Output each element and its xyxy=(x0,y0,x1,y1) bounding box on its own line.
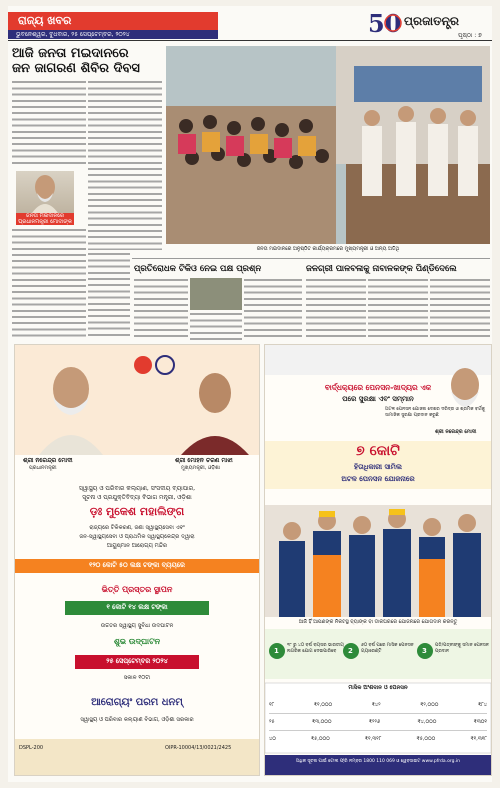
ad-code-right: OIPR-10004/13/0021/2425 xyxy=(165,745,232,751)
modi-portrait xyxy=(16,171,74,213)
event-time: ସକାଳ ୧୦ଟା xyxy=(123,675,151,681)
story-divider xyxy=(132,258,490,259)
event-line2: ଜନ-ସ୍ୱାସ୍ଥ୍ୟସେବା ଓ ପ୍ରାଥମିକ ସ୍ୱାସ୍ଥ୍ୟକେନ୍ଦ୍ର ଦ୍ୱାରା xyxy=(79,534,195,540)
health-slogan: ଆରୋଗ୍ୟଂ ପରମ ଧନମ୍ xyxy=(91,697,183,708)
masthead xyxy=(8,6,492,40)
amount2: ୧ କୋଟି ୧୪ ଲକ୍ଷ ଟଙ୍କା xyxy=(106,603,168,611)
masthead-rule xyxy=(8,40,492,41)
pension-sub-2: ଅଟଳ ପେନସନ ଯୋଜନାରେ xyxy=(341,475,415,483)
story1-col3 xyxy=(12,228,86,338)
story2-col2 xyxy=(190,312,242,340)
pension-table xyxy=(269,697,487,747)
highlight2: ଶୁଭ ଉଦ୍‌ଘାଟନ xyxy=(113,637,161,646)
pension-quote-author: ଶ୍ରୀ ନରେନ୍ଦ୍ର ମୋଦୀ xyxy=(435,429,477,435)
pension-quote: ଅଟଳ ପେନସନ ଯୋଜନା ଦେଶର ଦରିଦ୍ର ଓ ଶ୍ରମିକ ବର୍ଗକୁ ସାମାଜିକ ସୁରକ୍ଷା ପ୍ରଦାନ କରୁଛି xyxy=(385,407,485,418)
story1-col1 xyxy=(12,80,86,166)
benefit-1-number: 1 xyxy=(274,647,279,655)
table-row: ୪୦ ₹୫,୦୦୦ ₹୧,୩୧୮ ₹୫,୦୦୦ ₹୧,୩୧୮ xyxy=(269,736,487,742)
anniversary-logo xyxy=(366,8,402,38)
table-row: ୧୮ ₹୧,୦୦୦ ₹୪୨ ₹୨,୦୦୦ ₹୮୪ xyxy=(269,697,487,714)
event-line1: ରାଜ୍ୟରେ ଟିକିକରଣ, ଜଣା ସ୍ୱାସ୍ଥ୍ୟସେବା ଏବଂ xyxy=(89,525,185,531)
pension-table-heading: ମାସିକ ଅଂଶଦାନ ଓ ପେନସନ xyxy=(348,685,408,691)
amount2-sub: ଉଚ୍ଚତର ସ୍ୱାସ୍ଥ୍ୟ ସୁବିଧା ଉଦଘାଟନ xyxy=(100,623,174,629)
pension-ad-footer: ଅଧିକ ସୂଚନା ପାଇଁ ଟୋଲ ଫ୍ରି ନମ୍ବର 1800 110 069 ଓ ୱେବସାଇଟ www.pfrda.org.in xyxy=(295,759,461,764)
event-photo xyxy=(166,46,490,244)
benefit-2-text: ୬୦ ବର୍ଷ ପରେ ମାସିକ ପେନସନ ଗ୍ୟାରେଣ୍ଟି xyxy=(361,643,414,654)
story1-col2 xyxy=(88,80,162,250)
ad-code-left: DSPL-200 xyxy=(19,745,44,751)
person2-name: ଶ୍ରୀ ମୋହନ ଚରଣ ମାଝୀ xyxy=(175,457,233,464)
story3-col2 xyxy=(368,278,428,340)
benefit-1-text: ୧୮ ରୁ ୪୦ ବର୍ଷ ବୟସର ଭାରତୀୟ ନାଗରିକ ଯୋଗ ଦେଇପାରିବେ xyxy=(287,643,344,654)
benefit-3-text: ପତି/ପତ୍ନୀଙ୍କୁ ସମାନ ପେନସନ ପ୍ରଦାନ xyxy=(435,643,489,654)
dept-line2: ସୂଚନା ଓ ପ୍ରଯୁକ୍ତିବିଦ୍ୟା ବିଭାଗ ମନ୍ତ୍ରୀ, ଓଡ଼ିଶା xyxy=(82,494,192,501)
story1-headline-line1: ଆଜି ଜନତା ମଇଦାନରେ xyxy=(12,46,129,61)
newspaper-brand: ପ୍ରଜାତନ୍ତ୍ର xyxy=(404,14,460,28)
story2-headline: ପ୍ରତିରୋଧକ ଟିକିଓ ନେଇ ପକ୍ଷ ପ୍ରଶ୍ନ xyxy=(134,264,262,274)
story2-photo xyxy=(190,278,242,310)
anniversary-number: 50 xyxy=(368,9,402,38)
portrait-caption: ଜନତା ମଇଦାନରେ ପ୍ରଧାନମନ୍ତ୍ରୀ ମୋଦୀଙ୍କ xyxy=(16,213,74,225)
story3-col1 xyxy=(306,278,366,340)
pension-big-number: ୭ କୋଟି xyxy=(356,443,400,459)
highlight1: ଭିତ୍ତି ପ୍ରସ୍ତର ସ୍ଥାପନ xyxy=(101,585,173,594)
pension-sub-1: ହିତାଧିକାରୀ ସାମିଲ xyxy=(354,463,402,471)
story1-headline-line2: ଜନ ଜାଗରଣ ଶିବିର ଦିବସ xyxy=(12,61,140,76)
page-number: ପୃଷ୍ଠା : ୭ xyxy=(458,32,482,39)
person2-title: ମୁଖ୍ୟମନ୍ତ୍ରୀ, ଓଡ଼ିଶା xyxy=(181,465,220,471)
dept-line1: ସ୍ୱାସ୍ଥ୍ୟ ଓ ପରିବାର କଲ୍ୟାଣ, ସଂସଦୀୟ ବ୍ୟାପାର, xyxy=(78,485,196,492)
benefit-2-number: 2 xyxy=(348,647,353,655)
health-department-ad xyxy=(14,344,260,776)
event-date: ୨୫ ସେପ୍ଟେମ୍ବର ୨୦୨୪ xyxy=(106,657,168,665)
pension-tagline-1: ବାର୍ଦ୍ଧକ୍ୟରେ ପେନସନ-ଖାଦ୍ୟର ଏକ xyxy=(324,383,432,392)
story3-col3 xyxy=(430,278,490,340)
benefit-3-number: 3 xyxy=(422,647,427,655)
health-ad-footer: ସ୍ୱାସ୍ଥ୍ୟ ଓ ପରିବାର କଲ୍ୟାଣ ବିଭାଗ, ଓଡ଼ିଶା ସରକାର xyxy=(80,717,194,723)
minister-name: ଡ଼ଃ ମୁକେଶ ମହାଲିଙ୍ଗ xyxy=(89,505,185,518)
amount1: ୧୨୦ କୋଟି ୫୦ ଲକ୍ଷ ଟଙ୍କା ବ୍ୟୟରେ xyxy=(89,561,185,569)
story2-col3 xyxy=(244,278,302,340)
event-line3: ଆୟୁଷ୍ମାନ ଆରୋଗ୍ୟ ମନ୍ଦିର xyxy=(106,543,168,549)
pension-tagline-2: ପରେ ସୁରକ୍ଷା ଏବଂ ସମ୍ମାନ xyxy=(342,395,414,403)
section-title: ରାଜ୍ୟ ଖବର xyxy=(8,12,218,30)
table-row: ୨୫ ₹୩,୦୦୦ ₹୨୨୬ ₹୪,୦୦୦ ₹୩୦୧ xyxy=(269,714,487,731)
person1-title: ପ୍ରଧାନମନ୍ତ୍ରୀ xyxy=(29,465,57,471)
newspaper-page xyxy=(8,6,492,782)
dateline: ଭୁବନେଶ୍ୱର, ବୁଧବାର, ୨୫ ସେପ୍ଟେମ୍ବର, ୨୦୨୪ xyxy=(8,30,218,39)
pension-benefit-heading: ଆଜି ହିଁ ଆପଣଙ୍କ ନିକଟସ୍ଥ ବ୍ୟାଙ୍କ ବା ଡାକଘରରେ ଯୋଜନାରେ ଯୋଗଦାନ କରନ୍ତୁ xyxy=(298,619,458,625)
story1-headline xyxy=(12,46,162,76)
health-ad-graphic xyxy=(15,345,259,775)
story3-headline: ଜଳଗ୍ରୀ ପାଳବଳାକୁ ନାବାଳକଙ୍କ ପିଣ୍ଡିଦେଲେ xyxy=(306,264,457,274)
story1-col4 xyxy=(88,252,130,338)
person1-name: ଶ୍ରୀ ନରେନ୍ଦ୍ର ମୋଦୀ xyxy=(23,457,73,464)
event-photo-caption: ଜନତା ମଇଦାନରେ ଅନୁଷ୍ଠିତ କାର୍ଯ୍ୟକ୍ରମରେ ମୁଖ୍ୟମନ୍ତ୍ରୀ ଓ ଅନ୍ୟ ଅତିଥି xyxy=(256,246,400,252)
story2-col1 xyxy=(134,278,188,340)
pension-scheme-ad xyxy=(264,344,492,776)
